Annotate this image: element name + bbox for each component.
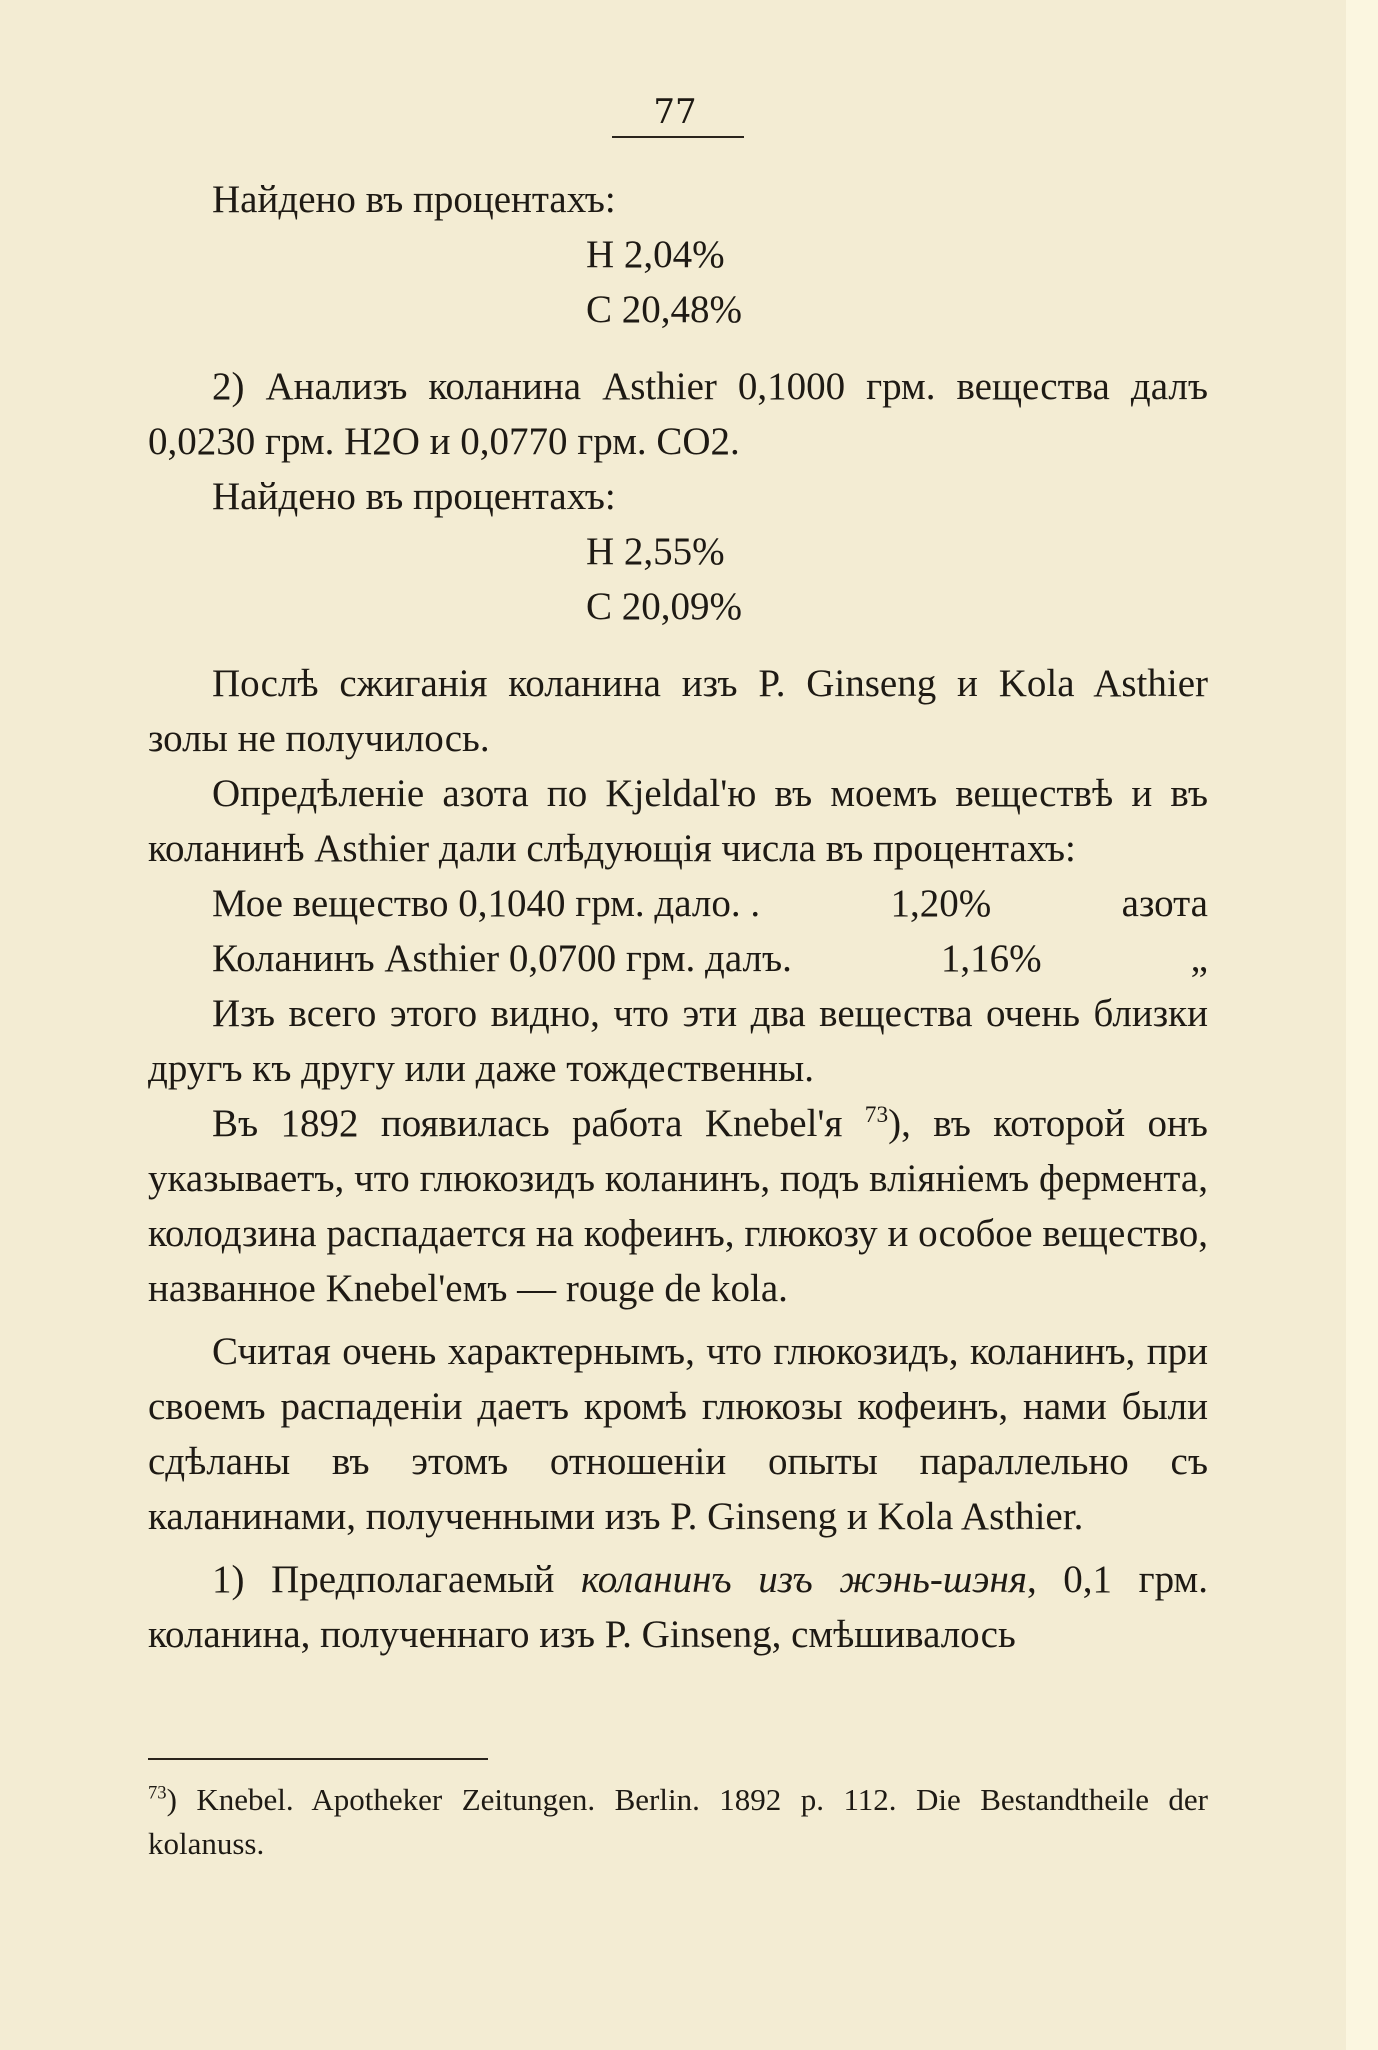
nitrogen-row-asthier bbox=[148, 931, 1208, 986]
conclusion-paragraph: Изъ всего этого видно, что эти два вещества очень близки другъ къ другу или даже тождественны. bbox=[148, 992, 1208, 1090]
page-edge bbox=[1346, 0, 1378, 2050]
experiment-text-end: , 0,1 грм. коланина, полученнаго изъ P. Ginseng, смѣшивалось bbox=[148, 1558, 1208, 1656]
experiment-paragraph bbox=[148, 1552, 1208, 1662]
page-number-rule bbox=[612, 136, 744, 138]
spacer bbox=[148, 1316, 1208, 1324]
experiment-text-start: 1) Предполагаемый bbox=[212, 1558, 581, 1601]
found-heading-1: Найдено въ процентахъ: bbox=[212, 178, 616, 221]
ash-paragraph: Послѣ сжиганія коланина изъ P. Ginseng и Kola Asthier золы не получилось. bbox=[148, 662, 1208, 760]
row-unit: азота bbox=[1121, 882, 1208, 925]
row-label: Мое вещество 0,1040 грм. дало. . bbox=[212, 882, 761, 925]
knebel-text-start: Въ 1892 появилась работа Knebel'я bbox=[212, 1102, 865, 1145]
found-heading-2: Найдено въ процентахъ: bbox=[212, 475, 616, 518]
hydrogen-value-2: H 2,55% bbox=[586, 530, 725, 573]
row-label: Коланинъ Asthier 0,0700 грм. далъ. bbox=[212, 937, 792, 980]
analysis-paragraph: 2) Анализъ коланина Asthier 0,1000 грм. вещества далъ 0,0230 грм. H2O и 0,0770 грм. CO2. bbox=[148, 365, 1208, 463]
footnote-marker: 73 bbox=[148, 1782, 167, 1804]
carbon-value-2: C 20,09% bbox=[586, 585, 742, 628]
body-text bbox=[148, 172, 1208, 1662]
footnote-text: ) Knebel. Apotheker Zeitungen. Berlin. 1892 p. 112. Die Bestandtheile der kolanuss. bbox=[148, 1782, 1208, 1861]
hydrogen-value-1: H 2,04% bbox=[586, 233, 725, 276]
footnote bbox=[148, 1778, 1208, 1866]
footnote-ref: 73 bbox=[864, 1102, 889, 1128]
experiment-italic: коланинъ изъ жэнь-шэня bbox=[580, 1558, 1027, 1601]
footnote-rule bbox=[148, 1758, 488, 1760]
spacer bbox=[148, 634, 1208, 656]
row-percent: 1,16% bbox=[940, 937, 1042, 980]
spacer bbox=[148, 1544, 1208, 1552]
spacer bbox=[148, 337, 1208, 359]
nitrogen-row-own bbox=[148, 876, 1208, 931]
considering-paragraph: Считая очень характернымъ, что глюкозидъ, коланинъ, при своемъ распаденіи даетъ кромѣ глюкозы кофеинъ, нами были сдѣланы въ этомъ отношеніи опыты параллельно съ каланинами, полученными изъ P. Ginseng и Kola Asthier. bbox=[148, 1330, 1208, 1538]
knebel-text-end: ), въ которой онъ указываетъ, что глюкозидъ коланинъ, подъ вліяніемъ фермента, колодзина распадается на кофеинъ, глюкозу и особое вещество, названное Knebel'емъ — rouge de kola. bbox=[148, 1102, 1208, 1310]
knebel-paragraph bbox=[148, 1096, 1208, 1316]
row-unit: „ bbox=[1190, 937, 1208, 980]
row-percent: 1,20% bbox=[890, 882, 992, 925]
nitrogen-paragraph: Опредѣленіе азота по Kjeldal'ю въ моемъ веществѣ и въ коланинѣ Asthier дали слѣдующія числа въ процентахъ: bbox=[148, 772, 1208, 870]
carbon-value-1: C 20,48% bbox=[586, 288, 742, 331]
page-number: 77 bbox=[653, 92, 697, 132]
